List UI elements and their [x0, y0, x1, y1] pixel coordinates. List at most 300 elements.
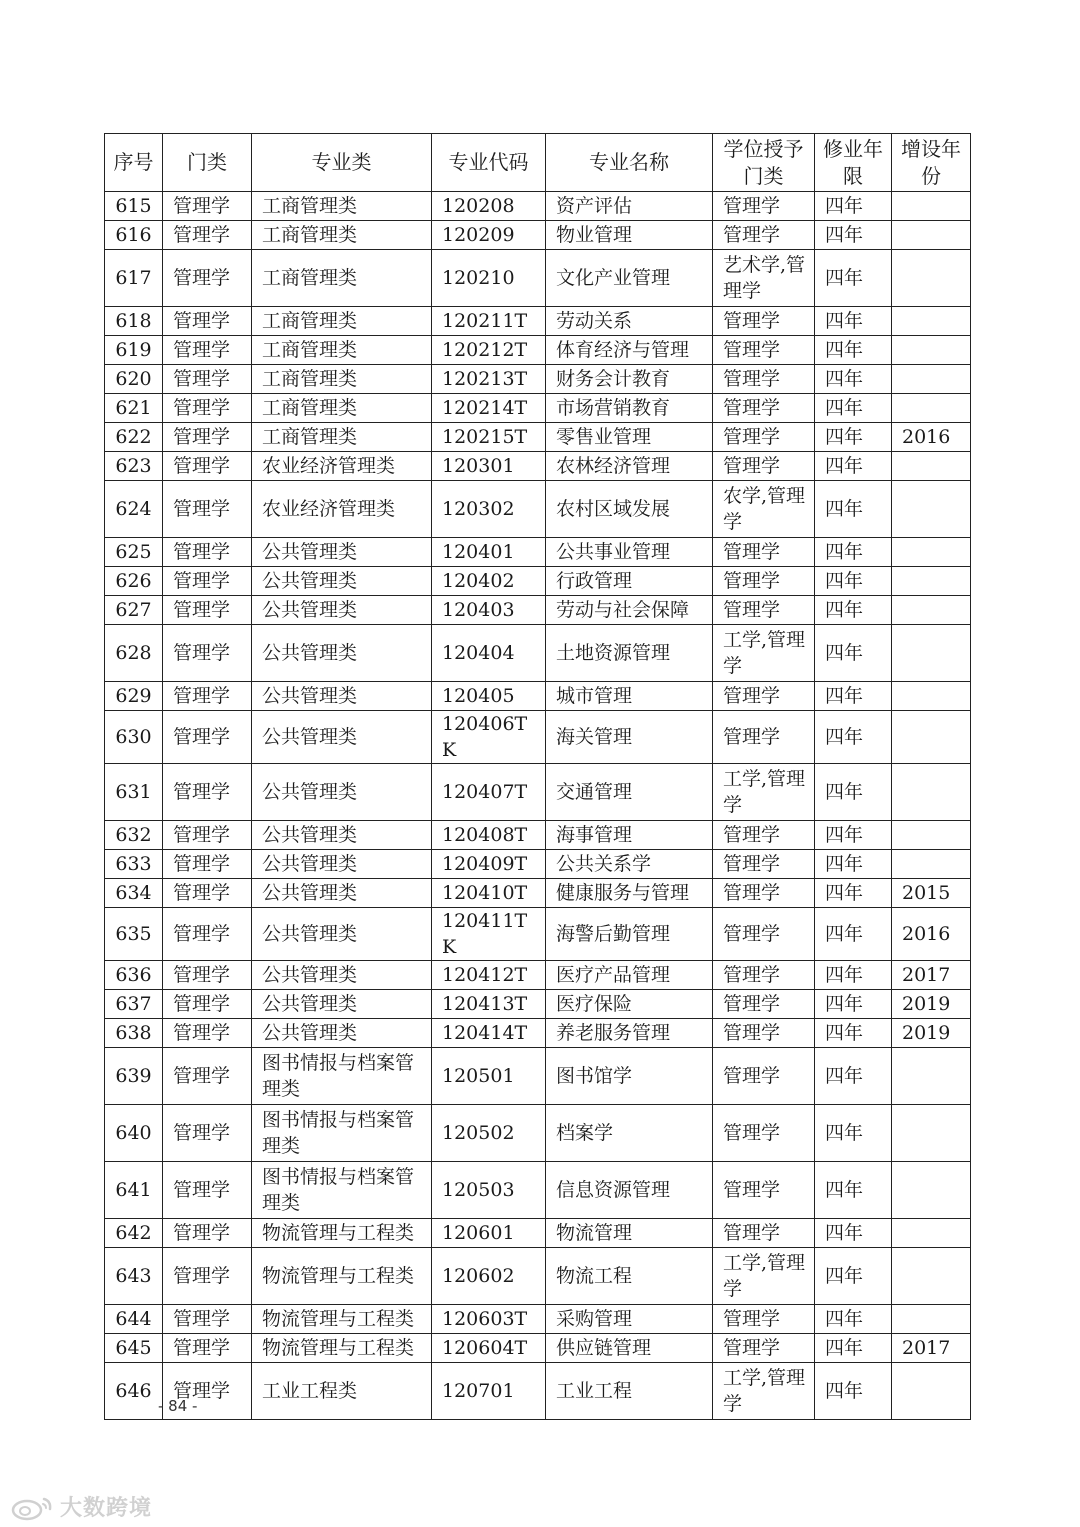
cell-category: 管理学: [163, 1162, 252, 1219]
cell-category: 管理学: [163, 990, 252, 1019]
cell-seq: 636: [105, 961, 163, 990]
cell-code: 120208: [432, 192, 546, 221]
header-seq: 序号: [105, 134, 163, 192]
cell-category: 管理学: [163, 821, 252, 850]
cell-category: 管理学: [163, 1305, 252, 1334]
cell-code: 120603T: [432, 1305, 546, 1334]
cell-class: 工业工程类: [252, 1363, 432, 1420]
cell-years: 四年: [815, 423, 892, 452]
cell-degree: 管理学: [713, 1162, 815, 1219]
cell-years: 四年: [815, 908, 892, 961]
cell-added: [892, 221, 971, 250]
cell-seq: 635: [105, 908, 163, 961]
cell-class: 工商管理类: [252, 192, 432, 221]
cell-category: 管理学: [163, 682, 252, 711]
cell-category: 管理学: [163, 1019, 252, 1048]
cell-years: 四年: [815, 250, 892, 307]
cell-class: 工商管理类: [252, 336, 432, 365]
cell-name: 体育经济与管理: [546, 336, 713, 365]
cell-code: 120212T: [432, 336, 546, 365]
cell-name: 农村区域发展: [546, 481, 713, 538]
cell-category: 管理学: [163, 481, 252, 538]
cell-added: [892, 764, 971, 821]
header-added: 增设年份: [892, 134, 971, 192]
cell-code: 120209: [432, 221, 546, 250]
table-row: [105, 365, 971, 394]
cell-added: 2019: [892, 990, 971, 1019]
cell-class: 物流管理与工程类: [252, 1305, 432, 1334]
cell-added: 2017: [892, 961, 971, 990]
cell-years: 四年: [815, 1305, 892, 1334]
cell-degree: 管理学: [713, 821, 815, 850]
cell-code: 120213T: [432, 365, 546, 394]
cell-name: 信息资源管理: [546, 1162, 713, 1219]
cell-added: [892, 394, 971, 423]
cell-degree: 管理学: [713, 423, 815, 452]
header-years: 修业年限: [815, 134, 892, 192]
cell-name: 农林经济管理: [546, 452, 713, 481]
cell-class: 公共管理类: [252, 711, 432, 764]
cell-added: [892, 250, 971, 307]
cell-code: 120210: [432, 250, 546, 307]
cell-name: 物流管理: [546, 1219, 713, 1248]
cell-name: 养老服务管理: [546, 1019, 713, 1048]
cell-class: 农业经济管理类: [252, 452, 432, 481]
cell-name: 劳动与社会保障: [546, 596, 713, 625]
cell-code: 120402: [432, 567, 546, 596]
cell-code: 120414T: [432, 1019, 546, 1048]
table-row: [105, 221, 971, 250]
cell-seq: 646: [105, 1363, 163, 1420]
cell-name: 档案学: [546, 1105, 713, 1162]
cell-seq: 633: [105, 850, 163, 879]
weibo-logo-icon: [10, 1493, 56, 1521]
table-row: [105, 1363, 971, 1420]
cell-degree: 管理学: [713, 711, 815, 764]
table-row: [105, 192, 971, 221]
cell-category: 管理学: [163, 961, 252, 990]
cell-name: 财务会计教育: [546, 365, 713, 394]
table-row: [105, 394, 971, 423]
header-code: 专业代码: [432, 134, 546, 192]
cell-class: 公共管理类: [252, 990, 432, 1019]
cell-class: 公共管理类: [252, 596, 432, 625]
cell-degree: 工学,管理学: [713, 764, 815, 821]
cell-category: 管理学: [163, 423, 252, 452]
table-row: [105, 250, 971, 307]
table-row: [105, 1305, 971, 1334]
cell-name: 资产评估: [546, 192, 713, 221]
cell-code: 120403: [432, 596, 546, 625]
cell-name: 市场营销教育: [546, 394, 713, 423]
cell-category: 管理学: [163, 625, 252, 682]
table-row: [105, 682, 971, 711]
cell-name: 海关管理: [546, 711, 713, 764]
cell-name: 医疗保险: [546, 990, 713, 1019]
cell-class: 图书情报与档案管理类: [252, 1048, 432, 1105]
cell-code: 120302: [432, 481, 546, 538]
cell-code: 120215T: [432, 423, 546, 452]
cell-code: 120211T: [432, 307, 546, 336]
cell-degree: 管理学: [713, 394, 815, 423]
cell-seq: 634: [105, 879, 163, 908]
cell-class: 图书情报与档案管理类: [252, 1162, 432, 1219]
cell-years: 四年: [815, 452, 892, 481]
cell-years: 四年: [815, 394, 892, 423]
cell-code: 120502: [432, 1105, 546, 1162]
cell-degree: 管理学: [713, 307, 815, 336]
cell-code: 120411TK: [432, 908, 546, 961]
cell-added: [892, 1162, 971, 1219]
cell-added: 2015: [892, 879, 971, 908]
cell-code: 120407T: [432, 764, 546, 821]
cell-seq: 629: [105, 682, 163, 711]
cell-degree: 管理学: [713, 538, 815, 567]
table-row: [105, 1048, 971, 1105]
header-category: 门类: [163, 134, 252, 192]
cell-category: 管理学: [163, 538, 252, 567]
cell-seq: 617: [105, 250, 163, 307]
cell-category: 管理学: [163, 850, 252, 879]
cell-category: 管理学: [163, 711, 252, 764]
cell-degree: 管理学: [713, 682, 815, 711]
cell-added: [892, 307, 971, 336]
table-row: [105, 1105, 971, 1162]
cell-code: 120214T: [432, 394, 546, 423]
table-row: [105, 481, 971, 538]
cell-code: 120503: [432, 1162, 546, 1219]
cell-degree: 工学,管理学: [713, 1248, 815, 1305]
cell-name: 健康服务与管理: [546, 879, 713, 908]
cell-years: 四年: [815, 221, 892, 250]
cell-category: 管理学: [163, 1105, 252, 1162]
cell-added: 2016: [892, 423, 971, 452]
cell-seq: 630: [105, 711, 163, 764]
cell-name: 零售业管理: [546, 423, 713, 452]
cell-name: 行政管理: [546, 567, 713, 596]
cell-added: 2016: [892, 908, 971, 961]
watermark-text: 大数跨境: [60, 1496, 153, 1521]
cell-class: 工商管理类: [252, 250, 432, 307]
cell-years: 四年: [815, 481, 892, 538]
cell-degree: 农学,管理学: [713, 481, 815, 538]
table-row: [105, 879, 971, 908]
cell-years: 四年: [815, 1334, 892, 1363]
cell-code: 120601: [432, 1219, 546, 1248]
cell-name: 物流工程: [546, 1248, 713, 1305]
page-number: - 84 -: [158, 1397, 198, 1415]
cell-name: 公共事业管理: [546, 538, 713, 567]
cell-seq: 618: [105, 307, 163, 336]
table-row: [105, 1019, 971, 1048]
table-row: [105, 1162, 971, 1219]
cell-category: 管理学: [163, 365, 252, 394]
cell-seq: 637: [105, 990, 163, 1019]
cell-category: 管理学: [163, 307, 252, 336]
cell-years: 四年: [815, 625, 892, 682]
cell-years: 四年: [815, 365, 892, 394]
cell-added: [892, 1048, 971, 1105]
cell-added: [892, 1105, 971, 1162]
cell-category: 管理学: [163, 596, 252, 625]
table-row: [105, 423, 971, 452]
cell-class: 公共管理类: [252, 908, 432, 961]
cell-category: 管理学: [163, 1248, 252, 1305]
cell-seq: 632: [105, 821, 163, 850]
cell-code: 120701: [432, 1363, 546, 1420]
cell-code: 120406TK: [432, 711, 546, 764]
cell-code: 120413T: [432, 990, 546, 1019]
cell-seq: 626: [105, 567, 163, 596]
cell-category: 管理学: [163, 221, 252, 250]
cell-added: [892, 850, 971, 879]
cell-degree: 管理学: [713, 1048, 815, 1105]
cell-class: 物流管理与工程类: [252, 1248, 432, 1305]
cell-degree: 艺术学,管理学: [713, 250, 815, 307]
cell-degree: 管理学: [713, 1305, 815, 1334]
major-catalog-table: [104, 133, 971, 1420]
cell-category: 管理学: [163, 1363, 252, 1420]
cell-code: 120301: [432, 452, 546, 481]
cell-category: 管理学: [163, 567, 252, 596]
cell-class: 公共管理类: [252, 1019, 432, 1048]
cell-category: 管理学: [163, 394, 252, 423]
header-degree: 学位授予门类: [713, 134, 815, 192]
cell-code: 120412T: [432, 961, 546, 990]
cell-name: 图书馆学: [546, 1048, 713, 1105]
cell-category: 管理学: [163, 336, 252, 365]
cell-degree: 管理学: [713, 850, 815, 879]
cell-seq: 643: [105, 1248, 163, 1305]
cell-degree: 工学,管理学: [713, 625, 815, 682]
cell-name: 物业管理: [546, 221, 713, 250]
cell-category: 管理学: [163, 1334, 252, 1363]
cell-name: 海警后勤管理: [546, 908, 713, 961]
cell-name: 公共关系学: [546, 850, 713, 879]
table-row: [105, 821, 971, 850]
cell-added: [892, 682, 971, 711]
cell-years: 四年: [815, 764, 892, 821]
cell-category: 管理学: [163, 764, 252, 821]
cell-seq: 615: [105, 192, 163, 221]
cell-seq: 624: [105, 481, 163, 538]
cell-years: 四年: [815, 1363, 892, 1420]
cell-added: [892, 192, 971, 221]
cell-class: 公共管理类: [252, 682, 432, 711]
cell-added: [892, 567, 971, 596]
cell-years: 四年: [815, 1219, 892, 1248]
table-row: [105, 1248, 971, 1305]
header-name: 专业名称: [546, 134, 713, 192]
cell-seq: 620: [105, 365, 163, 394]
cell-seq: 642: [105, 1219, 163, 1248]
table-row: [105, 850, 971, 879]
cell-code: 120602: [432, 1248, 546, 1305]
cell-years: 四年: [815, 596, 892, 625]
cell-years: 四年: [815, 538, 892, 567]
cell-class: 工商管理类: [252, 365, 432, 394]
header-class: 专业类: [252, 134, 432, 192]
cell-category: 管理学: [163, 1048, 252, 1105]
cell-class: 公共管理类: [252, 879, 432, 908]
cell-years: 四年: [815, 821, 892, 850]
cell-name: 工业工程: [546, 1363, 713, 1420]
cell-degree: 管理学: [713, 1334, 815, 1363]
table-body: [105, 192, 971, 1420]
table-row: [105, 711, 971, 764]
cell-degree: 管理学: [713, 879, 815, 908]
cell-seq: 625: [105, 538, 163, 567]
cell-seq: 639: [105, 1048, 163, 1105]
cell-class: 公共管理类: [252, 850, 432, 879]
table-row: [105, 908, 971, 961]
cell-added: [892, 1219, 971, 1248]
cell-added: 2017: [892, 1334, 971, 1363]
cell-degree: 管理学: [713, 452, 815, 481]
cell-years: 四年: [815, 682, 892, 711]
cell-degree: 工学,管理学: [713, 1363, 815, 1420]
cell-added: [892, 1248, 971, 1305]
cell-name: 医疗产品管理: [546, 961, 713, 990]
cell-name: 文化产业管理: [546, 250, 713, 307]
cell-added: [892, 365, 971, 394]
cell-degree: 管理学: [713, 567, 815, 596]
cell-code: 120410T: [432, 879, 546, 908]
cell-years: 四年: [815, 1019, 892, 1048]
cell-category: 管理学: [163, 879, 252, 908]
header-row: [105, 134, 971, 192]
cell-added: [892, 538, 971, 567]
cell-code: 120409T: [432, 850, 546, 879]
cell-class: 工商管理类: [252, 307, 432, 336]
cell-seq: 644: [105, 1305, 163, 1334]
cell-degree: 管理学: [713, 596, 815, 625]
table-row: [105, 1334, 971, 1363]
cell-years: 四年: [815, 711, 892, 764]
cell-years: 四年: [815, 879, 892, 908]
cell-years: 四年: [815, 961, 892, 990]
cell-degree: 管理学: [713, 1105, 815, 1162]
cell-added: [892, 481, 971, 538]
table-row: [105, 1219, 971, 1248]
cell-degree: 管理学: [713, 192, 815, 221]
cell-years: 四年: [815, 1162, 892, 1219]
watermark: [10, 1491, 152, 1522]
cell-seq: 631: [105, 764, 163, 821]
cell-name: 交通管理: [546, 764, 713, 821]
cell-years: 四年: [815, 990, 892, 1019]
cell-code: 120401: [432, 538, 546, 567]
cell-seq: 638: [105, 1019, 163, 1048]
table-row: [105, 961, 971, 990]
cell-category: 管理学: [163, 250, 252, 307]
cell-added: [892, 1305, 971, 1334]
cell-class: 公共管理类: [252, 567, 432, 596]
cell-class: 图书情报与档案管理类: [252, 1105, 432, 1162]
cell-degree: 管理学: [713, 365, 815, 394]
cell-seq: 627: [105, 596, 163, 625]
cell-degree: 管理学: [713, 336, 815, 365]
cell-seq: 619: [105, 336, 163, 365]
cell-category: 管理学: [163, 908, 252, 961]
cell-added: [892, 711, 971, 764]
cell-added: [892, 336, 971, 365]
cell-added: [892, 452, 971, 481]
cell-years: 四年: [815, 307, 892, 336]
cell-years: 四年: [815, 1048, 892, 1105]
cell-class: 工商管理类: [252, 423, 432, 452]
table-row: [105, 625, 971, 682]
cell-added: [892, 625, 971, 682]
cell-name: 城市管理: [546, 682, 713, 711]
cell-category: 管理学: [163, 1219, 252, 1248]
cell-class: 公共管理类: [252, 625, 432, 682]
cell-degree: 管理学: [713, 221, 815, 250]
cell-degree: 管理学: [713, 961, 815, 990]
cell-class: 公共管理类: [252, 961, 432, 990]
table-row: [105, 596, 971, 625]
cell-added: [892, 821, 971, 850]
cell-name: 采购管理: [546, 1305, 713, 1334]
cell-degree: 管理学: [713, 908, 815, 961]
cell-class: 农业经济管理类: [252, 481, 432, 538]
cell-years: 四年: [815, 192, 892, 221]
cell-class: 公共管理类: [252, 821, 432, 850]
cell-category: 管理学: [163, 452, 252, 481]
cell-degree: 管理学: [713, 1219, 815, 1248]
cell-seq: 622: [105, 423, 163, 452]
cell-seq: 641: [105, 1162, 163, 1219]
cell-code: 120501: [432, 1048, 546, 1105]
cell-seq: 628: [105, 625, 163, 682]
cell-added: [892, 1363, 971, 1420]
table-row: [105, 452, 971, 481]
cell-class: 工商管理类: [252, 221, 432, 250]
cell-code: 120404: [432, 625, 546, 682]
cell-class: 公共管理类: [252, 538, 432, 567]
cell-category: 管理学: [163, 192, 252, 221]
table-row: [105, 990, 971, 1019]
cell-added: [892, 596, 971, 625]
cell-seq: 616: [105, 221, 163, 250]
cell-degree: 管理学: [713, 990, 815, 1019]
table-row: [105, 764, 971, 821]
cell-class: 工商管理类: [252, 394, 432, 423]
cell-years: 四年: [815, 567, 892, 596]
cell-seq: 621: [105, 394, 163, 423]
cell-class: 物流管理与工程类: [252, 1219, 432, 1248]
cell-code: 120408T: [432, 821, 546, 850]
cell-degree: 管理学: [713, 1019, 815, 1048]
cell-class: 公共管理类: [252, 764, 432, 821]
cell-years: 四年: [815, 1248, 892, 1305]
cell-code: 120405: [432, 682, 546, 711]
cell-seq: 640: [105, 1105, 163, 1162]
cell-years: 四年: [815, 1105, 892, 1162]
table-row: [105, 538, 971, 567]
cell-name: 供应链管理: [546, 1334, 713, 1363]
cell-added: 2019: [892, 1019, 971, 1048]
cell-code: 120604T: [432, 1334, 546, 1363]
table-row: [105, 336, 971, 365]
table-row: [105, 567, 971, 596]
cell-name: 海事管理: [546, 821, 713, 850]
cell-name: 劳动关系: [546, 307, 713, 336]
cell-years: 四年: [815, 336, 892, 365]
cell-seq: 645: [105, 1334, 163, 1363]
cell-class: 物流管理与工程类: [252, 1334, 432, 1363]
cell-years: 四年: [815, 850, 892, 879]
